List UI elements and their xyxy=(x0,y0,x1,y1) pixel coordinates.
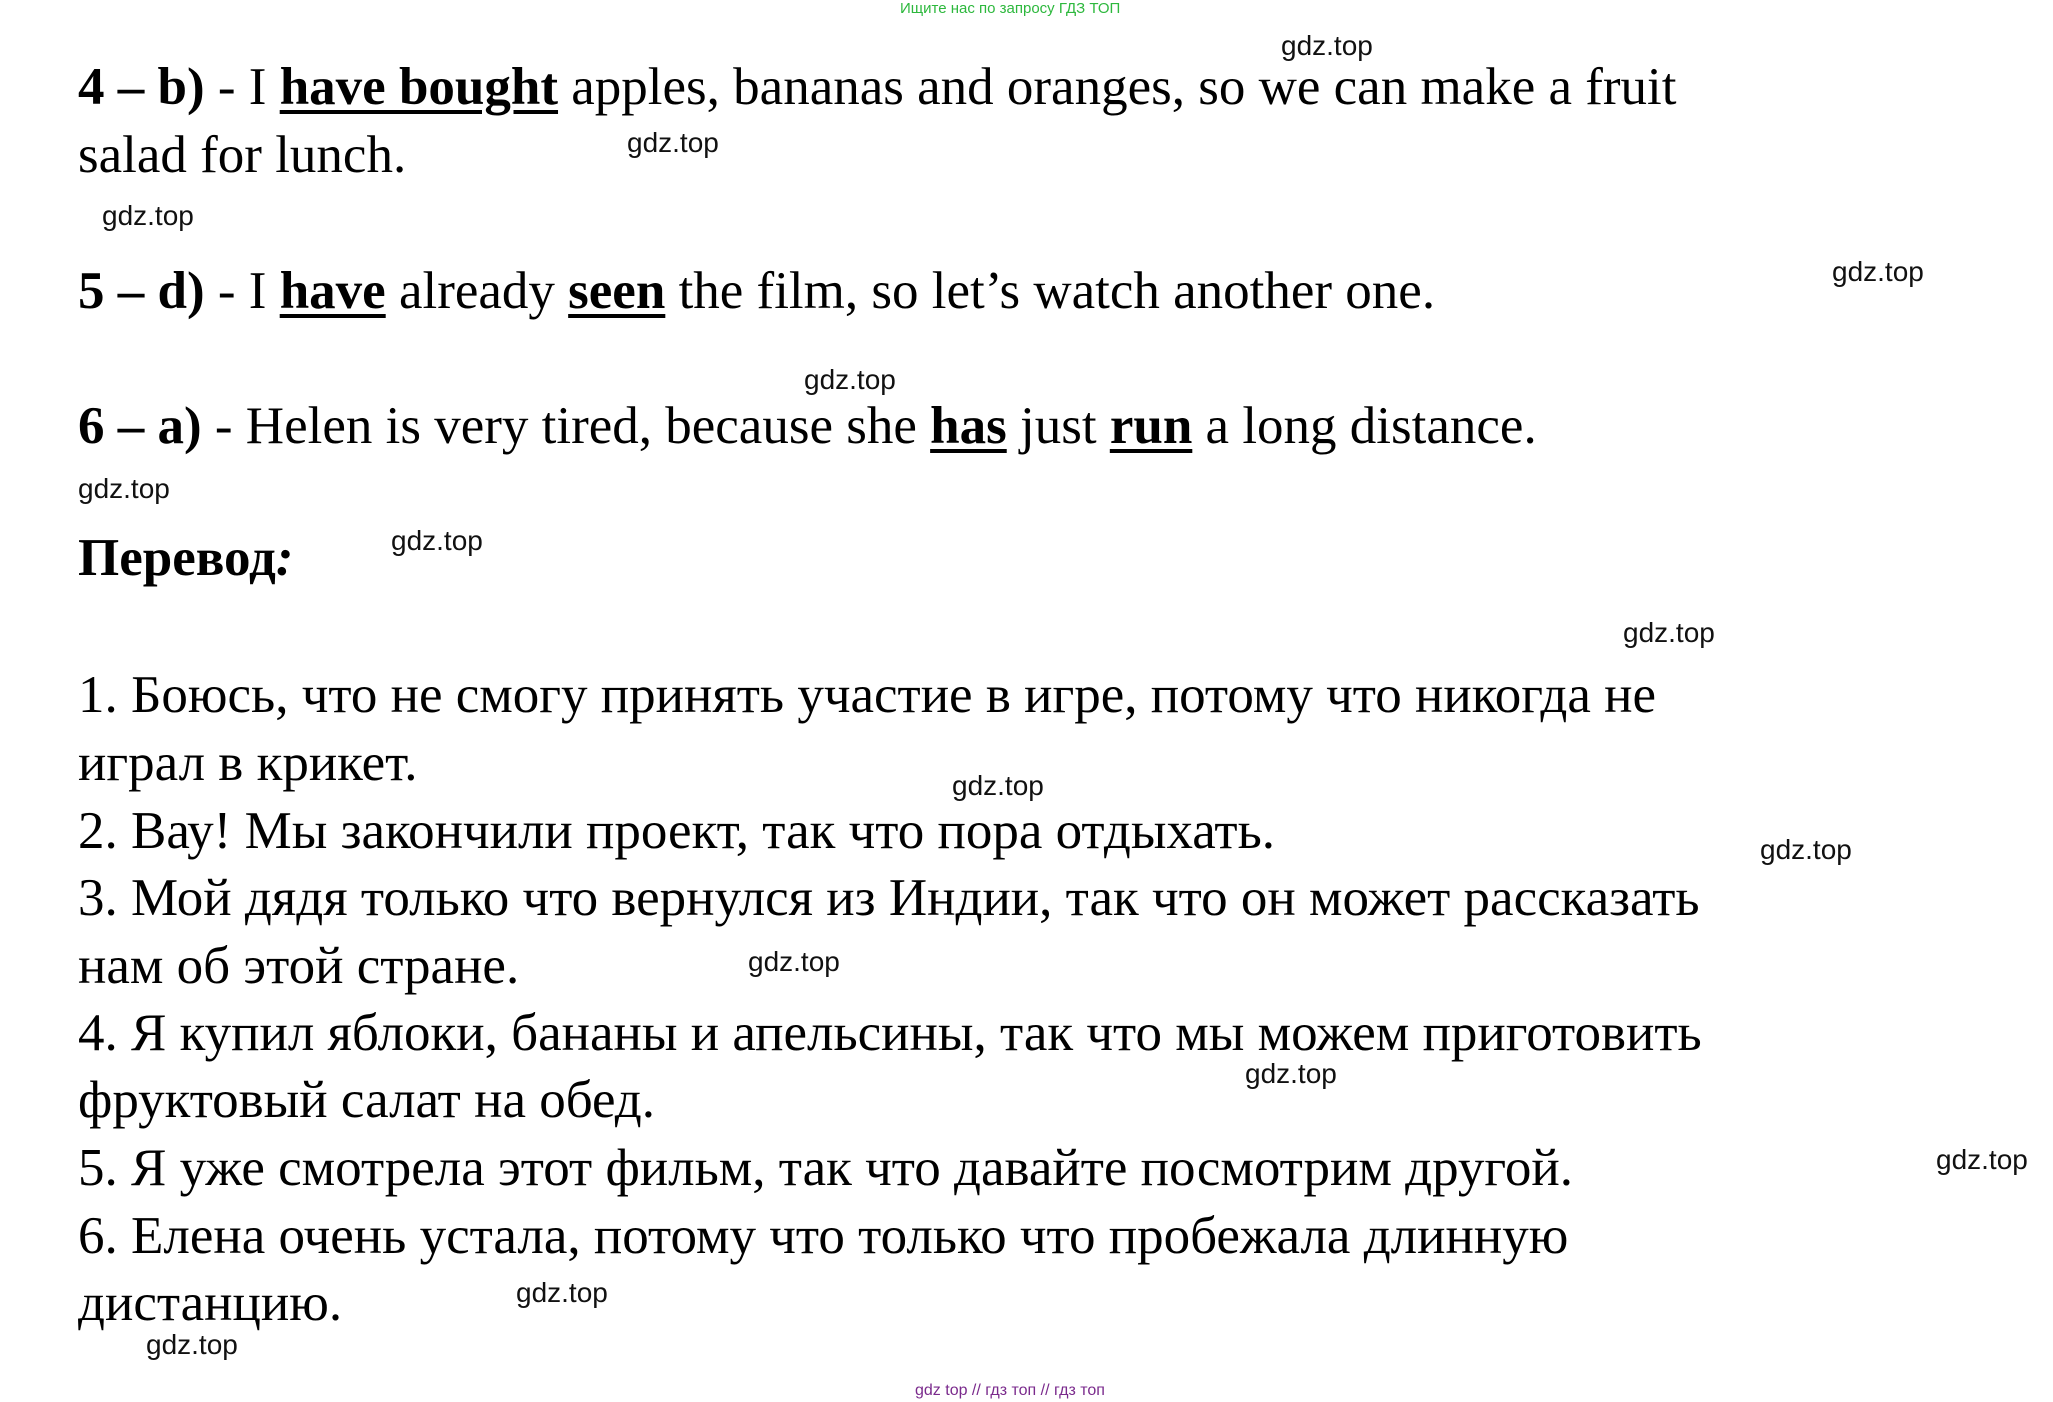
watermark: gdz.top xyxy=(102,200,194,231)
translation-heading-colon: : xyxy=(275,529,294,587)
answer-5-verb-2: seen xyxy=(568,262,666,320)
watermark: gdz.top xyxy=(952,770,1044,801)
translation-line-3: 2. Вау! Мы закончили проект, так что пора отдыхать. xyxy=(78,802,1276,860)
watermark: gdz.top xyxy=(804,364,896,395)
answer-6-mid: just xyxy=(1006,397,1110,455)
watermark: gdz.top xyxy=(1832,256,1924,287)
translation-heading xyxy=(78,528,293,588)
answer-5-number: 5 – d) xyxy=(78,262,205,320)
watermark: gdz.top xyxy=(516,1277,608,1308)
watermark: gdz.top xyxy=(748,946,840,977)
translation-line-7: фруктовый салат на обед. xyxy=(78,1071,656,1129)
answer-5-rest: the film, so let’s watch another one. xyxy=(665,262,1436,320)
answer-4-prefix: - I xyxy=(204,58,280,116)
watermark: gdz.top xyxy=(78,473,170,504)
answer-4-number: 4 – b) xyxy=(78,58,205,116)
answer-6-verb-1: has xyxy=(930,397,1007,455)
answer-6-prefix: - Helen is very tired, because she xyxy=(201,397,931,455)
translation-heading-text: Перевод xyxy=(78,529,276,587)
watermark: gdz.top xyxy=(1623,617,1715,648)
answer-4-verb: have bought xyxy=(279,58,559,116)
translation-line-5: нам об этой стране. xyxy=(78,937,520,995)
answer-5-line xyxy=(78,258,1435,324)
top-banner-link[interactable]: Ищите нас по запросу ГДЗ ТОП xyxy=(900,0,1121,17)
watermark: gdz.top xyxy=(391,525,483,556)
answer-5-verb-1: have xyxy=(279,262,386,320)
answer-5-prefix: - I xyxy=(204,262,280,320)
watermark: gdz.top xyxy=(1281,30,1373,61)
watermark: gdz.top xyxy=(627,127,719,158)
answer-6-line xyxy=(78,393,1537,459)
bottom-banner-links[interactable]: gdz top // гдз топ // гдз топ xyxy=(915,1382,1105,1399)
translation-line-10: дистанцию. xyxy=(78,1274,343,1332)
answer-4-line-2: salad for lunch. xyxy=(78,126,407,184)
watermark: gdz.top xyxy=(146,1329,238,1360)
answer-5-mid: already xyxy=(385,262,569,320)
answer-4-line-1 xyxy=(78,54,1677,120)
translation-line-8: 5. Я уже смотрела этот фильм, так что давайте посмотрим другой. xyxy=(78,1139,1573,1197)
translation-line-6: 4. Я купил яблоки, бананы и апельсины, так что мы можем приготовить xyxy=(78,1004,1702,1062)
answer-6-number: 6 – a) xyxy=(78,397,202,455)
answer-6-rest: a long distance. xyxy=(1192,397,1537,455)
translation-line-2: играл в крикет. xyxy=(78,734,418,792)
translation-line-4: 3. Мой дядя только что вернулся из Индии, так что он может рассказать xyxy=(78,869,1700,927)
watermark: gdz.top xyxy=(1760,834,1852,865)
translation-line-9: 6. Елена очень устала, потому что только что пробежала длинную xyxy=(78,1207,1569,1265)
answer-6-verb-2: run xyxy=(1109,397,1193,455)
watermark: gdz.top xyxy=(1936,1144,2028,1175)
answer-4-rest: apples, bananas and oranges, so we can make a fruit xyxy=(558,58,1677,116)
watermark: gdz.top xyxy=(1245,1058,1337,1089)
translation-line-1: 1. Боюсь, что не смогу принять участие в игре, потому что никогда не xyxy=(78,666,1657,724)
